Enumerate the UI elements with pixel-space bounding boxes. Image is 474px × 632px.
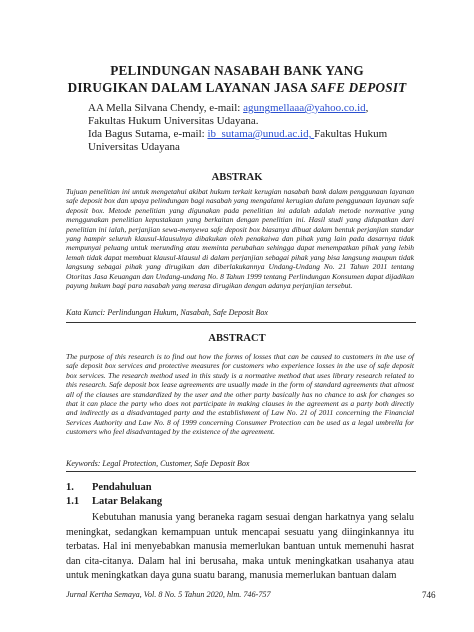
journal-footer: Jurnal Kertha Semaya, Vol. 8 No. 5 Tahun 2020, hlm. 746-757 <box>66 590 271 599</box>
section-1-1-title: Latar Belakang <box>92 496 163 507</box>
intro-paragraph: Kebutuhan manusia yang beraneka ragam sesuai dengan harkatnya yang selalu meningkat, sedangkan kemampuan untuk mencapai sesuatu yang diinginkannya itu terbatas. Hal ini menyebabkan manusia memerlukan bantuan untuk memenuhi hasrat dan cita-citanya. Dalam hal ini berusaha, maka untuk meningkatkan usahanya atau untuk meningkatkan daya guna suatu barang, manusia memerlukan bantuan dalam <box>66 512 414 581</box>
abstract-text: The purpose of this research is to find out how the forms of losses that can be caused to customers in the use of safe deposit box services and protective measures for customers who experience losses in the use of safe deposit box services. The research method used in this study is a normative method that uses library research related to this research. Safe deposit box lease agreements are usually made in the form of standard agreements that almost all of the clauses are standardized by the user and the other party basically has no chance to ask for changes so that it can place the party who does not participate in making clauses in the agreement as a party both directly and indirectly as a disadvantaged party and the establishment of Law No. 21 of 2011 concerning the Financial Services Authority and Law No. 8 of 1999 concerning Consumer Protection can be used as a legal umbrella for customers who feel disadvantaged by the existence of the agreement. <box>66 352 414 437</box>
abstrak-text: Tujuan penelitian ini untuk mengetahui akibat hukum terkait kerugian nasabah bank dalam penggunaan layanan safe deposit box dan upaya pelindungan bagi nasabah yang mengalami kerugian dalam penggunaan layanan safe deposit box. Metode penelitian yang digunakan pada penelitian ini adalah adalah metode normative yang menggunakan penelitian kepustakaan yang berkaitan dengan penelitian ini. Hasil studi yang didapatkan dari penelitian ini ialah, perjanjian sewa-menyewa safe deposit box biasanya dibuat dalam bentuk perjanjian standar yang hampir seluruh klausul-klausulnya dibakukan oleh penakaiwa dan pihak yang lain pada dasarnya tidak mempunyai peluang untuk merunding atau meminta perubahan sehingga dapat menempatkan pihak yang lebih lemah tidak dapat membuat klausul-klausul di dalam perjanjian sebagai pihak yang bisa langsung maupun tidak langsung sebagai pihak yang dirugikan dan diberlakukannya Undang-Undang No. 21 Tahun 2011 tentang Otoritas Jasa Keuangan dan Undang-undang No. 8 Tahun 1999 tentang Perlindungan Konsumen dapat dijadikan payung hukum bagi para nasabah yang merasa dirugikan dengan adanya perjanjian tersebut. <box>66 187 414 291</box>
author-1-name: AA Mella Silvana Chendy, e-mail: <box>88 102 244 114</box>
author-2-affiliation <box>88 128 418 154</box>
section-1-number: 1. <box>66 482 74 493</box>
abstract-keywords: Keywords: Legal Protection, Customer, Safe Deposit Box <box>66 459 250 468</box>
author-1-institution: , Fakultas Hukum Universitas Udayana. <box>88 102 369 127</box>
title-line-1: PELINDUNGAN NASABAH BANK YANG <box>110 63 364 78</box>
title-line-2 <box>40 79 434 96</box>
author-2-email-link[interactable]: ib_sutama@unud.ac.id, <box>207 128 315 140</box>
abstrak-heading: ABSTRAK <box>211 172 263 183</box>
author-2-institution: Fakultas Hukum Universitas Udayana <box>88 128 388 153</box>
section-1-title: Pendahuluan <box>92 482 152 493</box>
abstract-bottom-rule <box>66 471 416 472</box>
page-number: 746 <box>422 590 436 600</box>
section-1-1-number: 1.1 <box>66 496 80 507</box>
title-line-2-italic: SAFE DEPOSIT <box>310 80 407 95</box>
title-line-2-plain: DIRUGIKAN DALAM LAYANAN JASA <box>67 80 311 95</box>
abstrak-keywords: Kata Kunci: Perlindungan Hukum, Nasabah, Safe Deposit Box <box>66 308 268 317</box>
paper-title <box>40 62 434 96</box>
abstract-heading: ABSTRACT <box>208 333 266 344</box>
abstract-top-rule <box>66 322 416 323</box>
author-1-affiliation <box>88 102 408 128</box>
author-2-name: Ida Bagus Sutama, e-mail: <box>88 128 208 140</box>
author-1-email-link[interactable]: agungmellaaa@yahoo.co.id <box>243 102 366 114</box>
